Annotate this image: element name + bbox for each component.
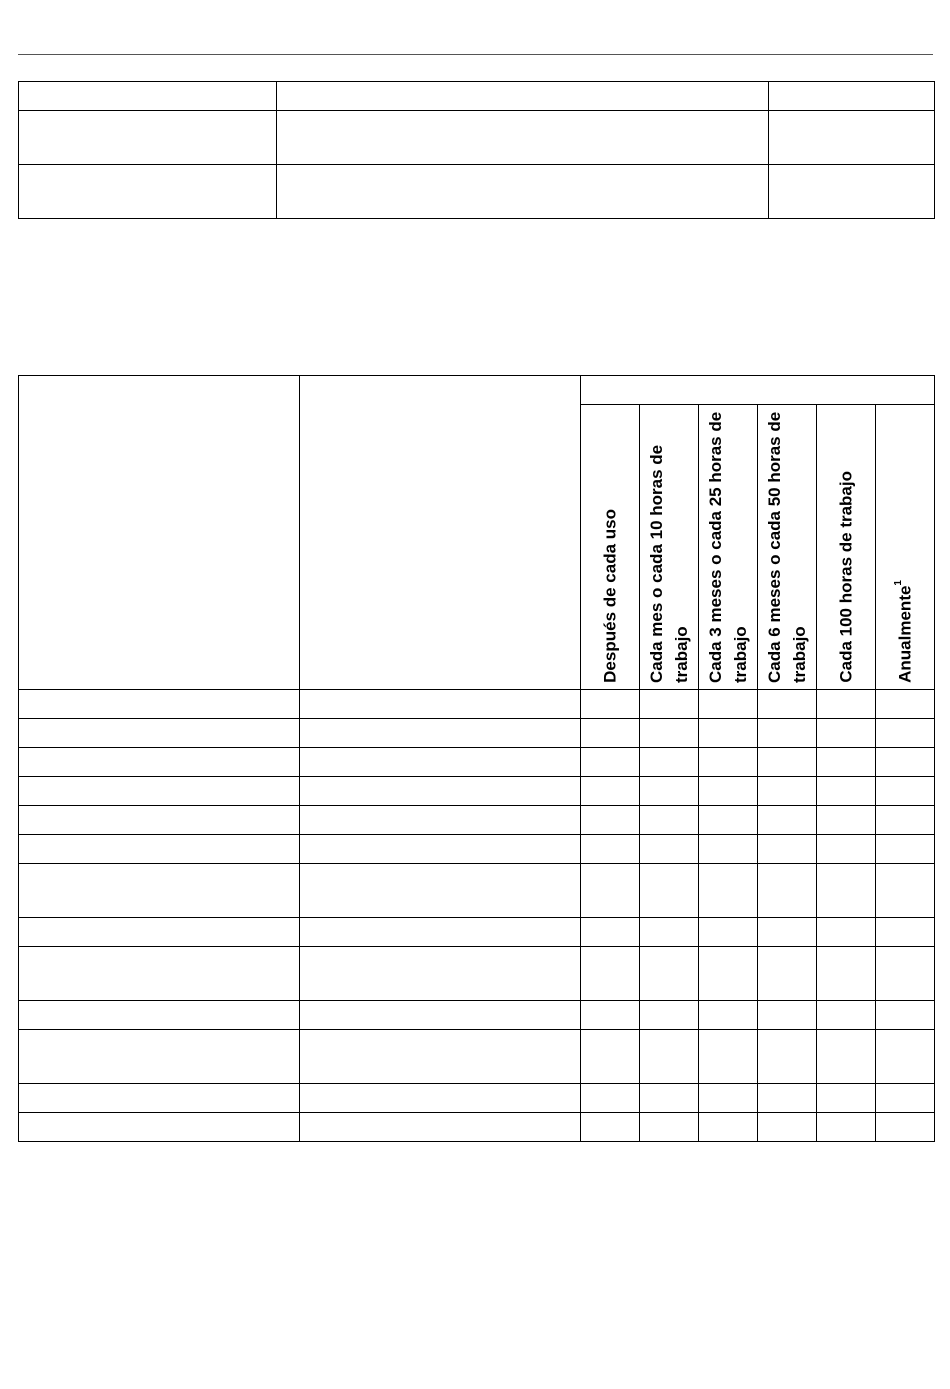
table-cell (758, 719, 817, 748)
table-cell (300, 1001, 581, 1030)
table-cell (817, 777, 876, 806)
table-cell (19, 1084, 300, 1113)
table-cell (300, 864, 581, 918)
table-row (19, 864, 935, 918)
table-cell (699, 835, 758, 864)
table-cell (640, 1001, 699, 1030)
table-cell (876, 748, 935, 777)
table-cell (640, 806, 699, 835)
table-cell (300, 690, 581, 719)
table-cell (876, 777, 935, 806)
table-cell (581, 690, 640, 719)
table-cell (699, 918, 758, 947)
interval-header (581, 405, 640, 690)
table-cell (640, 864, 699, 918)
table-cell (640, 1084, 699, 1113)
table-cell (817, 835, 876, 864)
table-row (19, 1030, 935, 1084)
table-cell (581, 748, 640, 777)
interval-header (640, 405, 699, 690)
table-cell (758, 1030, 817, 1084)
interval-header-label: Cada mes o cada 10 horas de trabajo (647, 444, 691, 683)
interval-header-label: Cada 3 meses o cada 25 horas de trabajo (706, 411, 750, 683)
table-row (19, 82, 935, 111)
table-cell (640, 918, 699, 947)
interval-group-header (581, 376, 935, 405)
table-cell (19, 1113, 300, 1142)
table-cell (300, 748, 581, 777)
table-cell (817, 1113, 876, 1142)
table-cell (19, 82, 277, 111)
table-row (19, 719, 935, 748)
table-cell (581, 719, 640, 748)
table-cell (758, 777, 817, 806)
table-cell (758, 947, 817, 1001)
table-cell (581, 1084, 640, 1113)
table-cell (640, 690, 699, 719)
table-cell (19, 806, 300, 835)
table-cell (817, 1084, 876, 1113)
table-cell (876, 864, 935, 918)
table-cell (19, 111, 277, 165)
table-row (19, 748, 935, 777)
table-cell (876, 1084, 935, 1113)
table-cell (699, 777, 758, 806)
table-row (19, 1084, 935, 1113)
header-rule (18, 54, 933, 55)
table-cell (758, 690, 817, 719)
table-cell (19, 947, 300, 1001)
table-cell (19, 748, 300, 777)
table-cell (640, 748, 699, 777)
table-cell (19, 1001, 300, 1030)
table-row (19, 690, 935, 719)
interval-header-label: Después de cada uso (600, 509, 620, 683)
table-cell (817, 864, 876, 918)
table-row (19, 835, 935, 864)
table-cell (699, 947, 758, 1001)
table-cell (699, 1084, 758, 1113)
table-row (19, 947, 935, 1001)
table-cell (19, 165, 277, 219)
interval-header (699, 405, 758, 690)
table-row (19, 777, 935, 806)
table-cell (817, 690, 876, 719)
table-cell (699, 806, 758, 835)
table-cell (581, 947, 640, 1001)
table-cell (876, 918, 935, 947)
maintenance-schedule-table (18, 375, 935, 1142)
table-row (19, 1001, 935, 1030)
table-cell (699, 1113, 758, 1142)
table-cell (581, 864, 640, 918)
table-cell (581, 777, 640, 806)
table-cell (581, 835, 640, 864)
table-cell (876, 947, 935, 1001)
table-cell (758, 918, 817, 947)
table-cell (876, 1030, 935, 1084)
table-cell (817, 748, 876, 777)
table-cell (300, 806, 581, 835)
table-cell (640, 835, 699, 864)
table-cell (817, 947, 876, 1001)
table-cell (699, 690, 758, 719)
table-cell (640, 777, 699, 806)
table-cell (300, 835, 581, 864)
table-cell (19, 835, 300, 864)
table-cell (876, 1001, 935, 1030)
interval-header (817, 405, 876, 690)
table-cell (817, 918, 876, 947)
table-row (19, 165, 935, 219)
table-cell (19, 777, 300, 806)
table-cell (817, 1030, 876, 1084)
table-cell (817, 806, 876, 835)
table-header-row (19, 376, 935, 405)
table-row (19, 806, 935, 835)
table-cell (640, 1113, 699, 1142)
table-cell (300, 719, 581, 748)
table-cell (19, 719, 300, 748)
table-row (19, 111, 935, 165)
table-cell (19, 864, 300, 918)
table-cell (758, 1084, 817, 1113)
table-cell (581, 1030, 640, 1084)
interval-header-label: Cada 6 meses o cada 50 horas de trabajo (765, 411, 809, 683)
table-cell (769, 111, 935, 165)
table-cell (277, 111, 769, 165)
table-cell (581, 1113, 640, 1142)
table-cell (19, 1030, 300, 1084)
table-cell (769, 82, 935, 111)
table-cell (769, 165, 935, 219)
interval-header (876, 405, 935, 690)
table-cell (758, 748, 817, 777)
table-cell (699, 719, 758, 748)
table-cell (876, 1113, 935, 1142)
table-cell (817, 1001, 876, 1030)
table-cell (876, 806, 935, 835)
table-cell (300, 1084, 581, 1113)
table-cell (640, 719, 699, 748)
table-cell (699, 748, 758, 777)
table-cell (640, 1030, 699, 1084)
table-cell (758, 1113, 817, 1142)
table-cell (581, 806, 640, 835)
table-row (19, 918, 935, 947)
table-cell (699, 864, 758, 918)
table-cell (277, 82, 769, 111)
table-cell (19, 690, 300, 719)
table-cell (19, 918, 300, 947)
table-cell (758, 1001, 817, 1030)
interval-header (758, 405, 817, 690)
table-cell (876, 719, 935, 748)
interval-header-label: Cada 100 horas de trabajo (836, 471, 856, 683)
interval-header-label: Anualmente$^1$ (892, 580, 915, 683)
table-cell (817, 719, 876, 748)
table-cell (640, 947, 699, 1001)
table-cell (699, 1001, 758, 1030)
table-cell (300, 947, 581, 1001)
table-cell (300, 1030, 581, 1084)
column-header-component (19, 376, 300, 690)
table-cell (876, 835, 935, 864)
table-cell (581, 1001, 640, 1030)
table-cell (300, 1113, 581, 1142)
table-cell (300, 777, 581, 806)
table-cell (300, 918, 581, 947)
table-cell (758, 864, 817, 918)
table-cell (758, 806, 817, 835)
upper-table (18, 81, 935, 219)
column-header-procedure (300, 376, 581, 690)
table-cell (699, 1030, 758, 1084)
table-cell (876, 690, 935, 719)
table-row (19, 1113, 935, 1142)
table-cell (758, 835, 817, 864)
table-cell (581, 918, 640, 947)
table-cell (277, 165, 769, 219)
